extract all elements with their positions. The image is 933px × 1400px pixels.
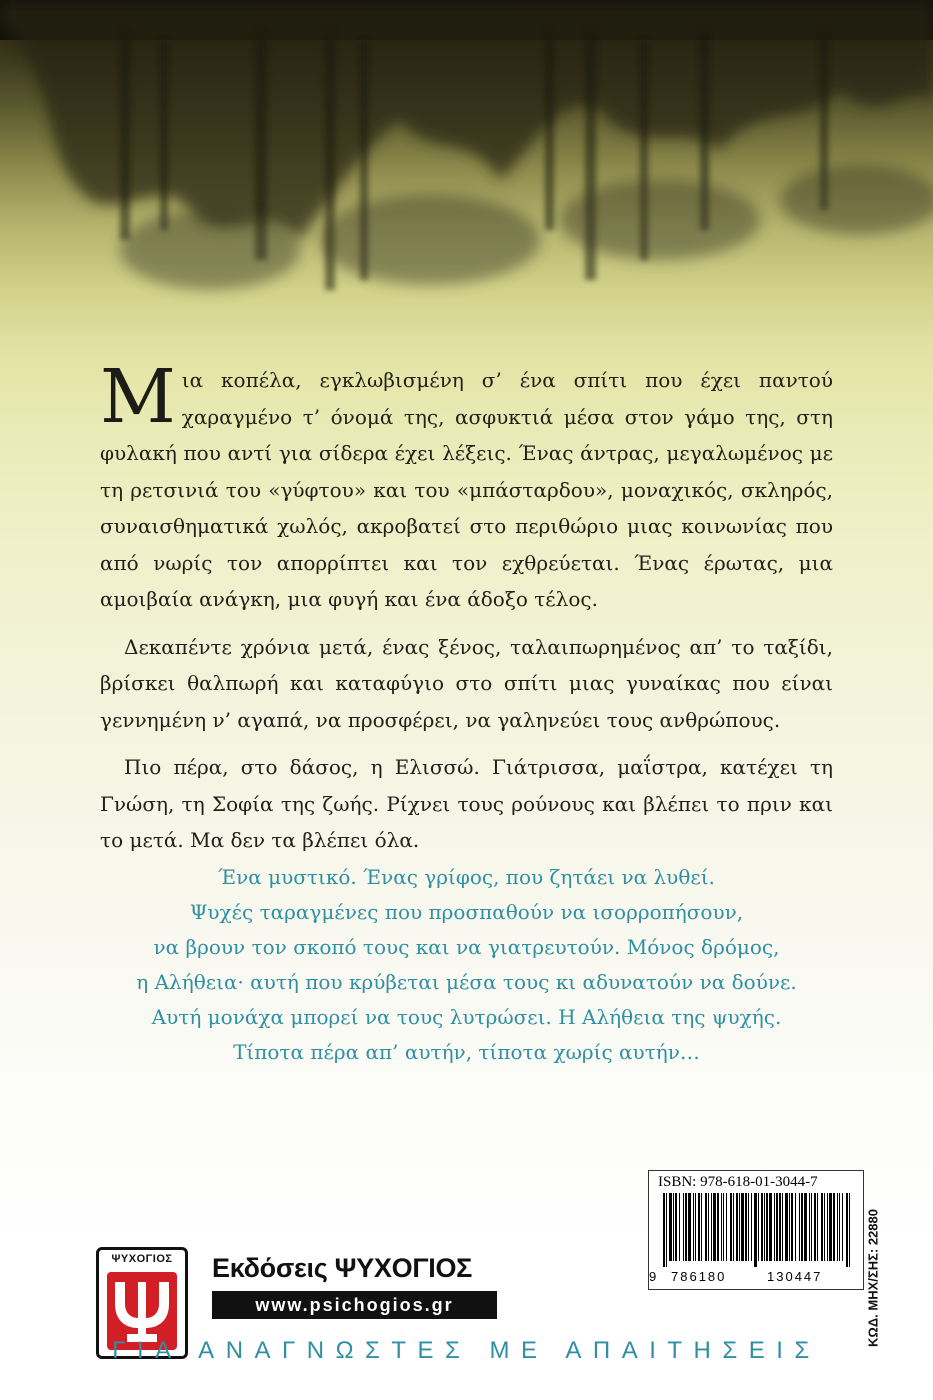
barcode-bar [814,1193,816,1261]
barcode-bar [713,1193,716,1261]
barcode-bar [776,1193,778,1261]
barcode-bar [837,1193,838,1261]
barcode-bar [669,1193,672,1261]
barcode-bar [723,1193,724,1261]
barcode-bar [663,1193,665,1267]
barcode-bar [733,1193,734,1261]
barcode-bar [745,1193,747,1261]
barcode-right-digits: 130447 [767,1269,823,1284]
barcode-bar [758,1193,759,1261]
barcode-bar [666,1193,667,1267]
barcode-bar [675,1193,677,1261]
teaser-line: Αυτή μονάχα μπορεί να τους λυτρώσει. Η Αλήθεια της ψυχής. [151,1005,782,1029]
isbn-barcode [648,1170,864,1290]
synopsis-paragraph-2: Δεκαπέντε χρόνια μετά, ένας ξένος, ταλαιπωρημένος απ’ το ταξίδι, βρίσκει θαλπωρή και καταφύγιο στο σπίτι μιας γυναίκας που είναι γεννημένη ν’ αγαπά, να προσφέρει, να γαληνεύει τους ανθρώπους. [100,634,833,732]
barcode-bar [679,1193,680,1261]
barcode-bar [764,1193,765,1261]
barcode-bar [824,1193,825,1261]
barcode-bar [721,1193,722,1261]
barcode-bar [739,1193,740,1261]
barcode-bar [761,1193,763,1261]
barcode-bar [774,1193,775,1261]
barcode-bar [698,1193,700,1261]
barcode-bar [846,1193,848,1267]
barcode-bar [821,1193,823,1261]
barcode-bar [741,1193,744,1261]
barcode-bar [829,1193,832,1261]
barcode-bar [833,1193,835,1261]
barcode-bar [726,1193,727,1261]
barcode-bar [693,1193,694,1261]
isbn-number: ISBN: 978-618-01-3044-7 [658,1174,818,1190]
barcode-bar [688,1193,691,1261]
barcode-bar [751,1193,752,1261]
barcode-bar [785,1193,788,1261]
barcode-bar [779,1193,781,1261]
barcode-bar [708,1193,709,1261]
teaser-line: Ένα μυστικό. Ένας γρίφος, που ζητάει να λυθεί. [218,865,715,889]
synopsis-paragraph-1 [100,354,833,618]
teaser-line: η Αλήθεια· αυτή που κρύβεται μέσα τους κι αδυνατούν να δούνε. [136,970,797,994]
product-code-text: ΚΩΔ. ΜΗΧ/ΣΗΣ: 22880 [865,1209,881,1347]
barcode-bar [717,1193,719,1261]
barcode-bar [766,1193,768,1261]
teaser-text [60,860,873,1070]
barcode-bar [748,1193,749,1261]
lake-reflection-image [0,0,933,360]
synopsis-paragraph-1-text: ια κοπέλα, εγκλωβισμένη σ’ ένα σπίτι που έχει παντού χαραγμένο τ’ όνομά της, ασφυκτιά μέσα στον γάμο της, στη φυλακή που αντί για σίδερα έχει λέξεις. Ένας άντρας, μεγαλωμένος με τη ρετσινιά του «γύφτου» και του «μπάσταρδου», μοναχικός, σκληρός, συναισθηματικά χωλός, ακροβατεί στο περιθώριο μιας κοινωνίας που από νωρίς τον απορρίπτει και τον εχθρεύεται. Ένας έρωτας, μια αμοιβαία ανάγκη, μια φυγή και ένα άδοξο τέλος. [100,368,833,611]
barcode-first-digit: 9 [649,1269,657,1284]
product-code [863,1173,883,1383]
barcode-bar [827,1193,828,1261]
barcode-bar [799,1193,800,1261]
barcode-bar [842,1193,843,1261]
teaser-line: Ψυχές ταραγμένες που προσπαθούν να ισορροπήσουν, [189,900,744,924]
barcode-bar [736,1193,738,1261]
publisher-name: Εκδόσεις ΨΥΧΟΓΙΟΣ [212,1253,473,1283]
barcode-bar [791,1193,793,1261]
synopsis-paragraph-3: Πιο πέρα, στο δάσος, η Ελισσώ. Γιάτρισσα, μαΐστρα, κατέχει τη Γνώση, τη Σοφία της ζωής. Ρίχνει τους ρούνους και βλέπει το πριν και το μετά. Μα δεν τα βλέπει όλα. [100,755,833,852]
barcode-bar [754,1193,757,1267]
barcode-left-digits: 786180 [671,1269,727,1284]
barcode-bar [849,1193,850,1267]
barcode-bar [673,1193,674,1261]
barcode-bar [730,1193,732,1261]
barcode-bar [685,1193,687,1261]
barcode-bar [782,1193,783,1261]
barcode-bar [809,1193,810,1261]
publisher-badge-text: ΨΥΧΟΓΙΟΣ [111,1253,173,1265]
teaser-line: Τίποτα πέρα απ’ αυτήν, τίποτα χωρίς αυτήν… [233,1040,700,1064]
publisher-website: www.psichogios.gr [212,1291,497,1319]
synopsis-text [100,354,833,870]
teaser-line: να βρουν τον σκοπό τους και να γιατρευτούν. Μόνος δρόμος, [153,935,780,959]
barcode-bar [711,1193,712,1261]
barcode-bar [769,1193,772,1261]
barcode-bar [705,1193,707,1261]
barcode-bar [811,1193,812,1261]
series-tagline: ΓΙΑ ΑΝΑΓΝΩΣΤΕΣ ΜΕ ΑΠΑΙΤΗΣΕΙΣ [112,1337,821,1364]
barcode-bar [795,1193,796,1261]
drop-cap-letter: Μ [100,354,176,440]
barcode-bars [655,1193,857,1267]
barcode-bar [801,1193,803,1261]
barcode-bar [695,1193,696,1261]
barcode-bar [817,1193,818,1261]
barcode-bar [789,1193,790,1261]
barcode-bar [839,1193,840,1261]
barcode-bar [804,1193,807,1261]
barcode-bar [683,1193,684,1261]
barcode-bar [701,1193,702,1261]
